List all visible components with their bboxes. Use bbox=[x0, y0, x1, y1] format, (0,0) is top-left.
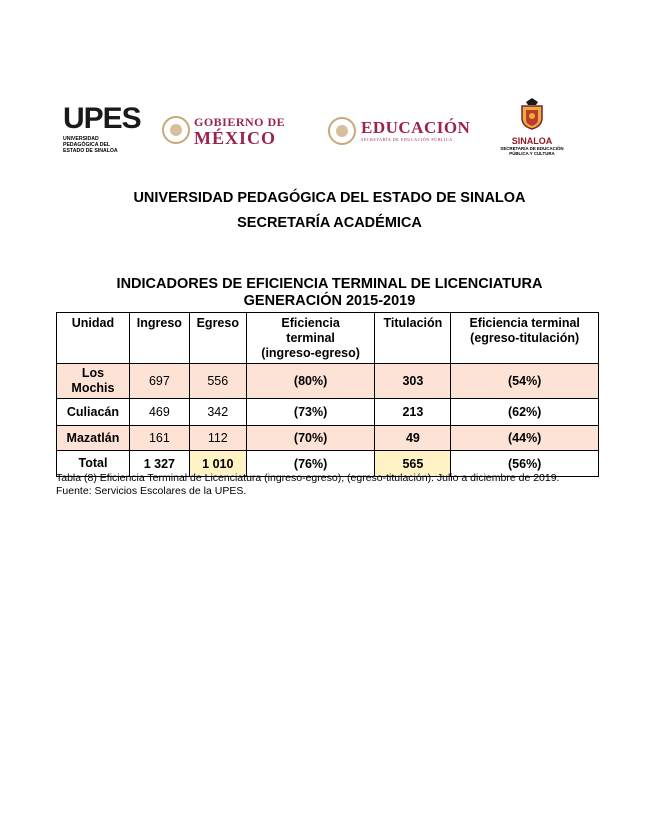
table-subtitle-line: GENERACIÓN 2015-2019 bbox=[243, 293, 416, 309]
cell-titulacion: 303 bbox=[375, 364, 451, 399]
header-line: Eficiencia terminal bbox=[469, 316, 580, 330]
educacion-wordmark bbox=[361, 119, 470, 143]
cell-titulacion: 49 bbox=[375, 426, 451, 451]
upes-logo-mark bbox=[63, 98, 141, 135]
upes-logo bbox=[63, 98, 141, 160]
gobierno-mexico-logo bbox=[162, 110, 297, 150]
cell-egreso: 112 bbox=[189, 426, 246, 451]
university-title: UNIVERSIDAD PEDAGÓGICA DEL ESTADO DE SINALOA bbox=[133, 190, 526, 206]
cell-unidad: Total bbox=[57, 451, 130, 477]
gobierno-line: MÉXICO bbox=[194, 128, 276, 148]
header-line: (egreso-titulación) bbox=[470, 331, 580, 345]
table-title bbox=[0, 276, 659, 310]
table-caption: Tabla (8) Eficiencia Terminal de Licenciatura (ingreso-egreso), (egreso-titulación). Julio a diciembre de 2019. bbox=[56, 472, 560, 484]
national-seal-icon bbox=[162, 116, 190, 144]
header-egreso: Egreso bbox=[189, 313, 246, 364]
upes-logo-letters: UPES bbox=[63, 102, 141, 135]
upes-logo-line: ESTADO DE SINALOA bbox=[63, 148, 118, 154]
sinaloa-subline: PÚBLICA Y CULTURA bbox=[509, 151, 555, 156]
cell-ingreso: 1 327 bbox=[129, 451, 189, 477]
unidad-line: Mochis bbox=[71, 381, 115, 395]
header-eficiencia-titulacion bbox=[451, 313, 599, 364]
table-notes bbox=[56, 472, 559, 498]
cell-eficiencia: (80%) bbox=[246, 364, 375, 399]
header-line: (ingreso-egreso) bbox=[261, 346, 360, 360]
logo-bar bbox=[0, 96, 659, 162]
cell-unidad: Mazatlán bbox=[57, 426, 130, 451]
educacion-line: EDUCACIÓN bbox=[361, 118, 471, 137]
cell-eficiencia: (73%) bbox=[246, 399, 375, 426]
cell-ingreso: 469 bbox=[129, 399, 189, 426]
gobierno-line: GOBIERNO DE bbox=[194, 115, 286, 129]
table-row bbox=[57, 399, 599, 426]
sinaloa-name: SINALOA bbox=[511, 136, 553, 146]
table-header-row bbox=[57, 313, 599, 364]
unidad-line: Los bbox=[81, 366, 105, 380]
cell-unidad: Culiacán bbox=[57, 399, 130, 426]
sinaloa-logo bbox=[494, 96, 570, 162]
sinaloa-shield-icon bbox=[516, 96, 548, 130]
efficiency-table bbox=[56, 312, 599, 477]
cell-eficiencia-titulacion: (54%) bbox=[451, 364, 599, 399]
educacion-subline: SECRETARÍA DE EDUCACIÓN PÚBLICA bbox=[361, 137, 453, 142]
upes-logo-line: UNIVERSIDAD bbox=[63, 136, 99, 142]
cell-ingreso: 697 bbox=[129, 364, 189, 399]
cell-eficiencia-titulacion: (56%) bbox=[451, 451, 599, 477]
cell-eficiencia-titulacion: (44%) bbox=[451, 426, 599, 451]
national-seal-icon bbox=[328, 117, 356, 145]
upes-logo-line: PEDAGÓGICA DEL bbox=[63, 142, 111, 148]
header-unidad: Unidad bbox=[57, 313, 130, 364]
cell-eficiencia: (76%) bbox=[246, 451, 375, 477]
cell-egreso: 556 bbox=[189, 364, 246, 399]
header-ingreso: Ingreso bbox=[129, 313, 189, 364]
header-titulacion: Titulación bbox=[375, 313, 451, 364]
table-row bbox=[57, 364, 599, 399]
header-eficiencia-terminal bbox=[246, 313, 375, 364]
table-title-line: INDICADORES DE EFICIENCIA TERMINAL DE LICENCIATURA bbox=[116, 276, 543, 292]
header-line: terminal bbox=[286, 331, 335, 345]
cell-eficiencia-titulacion: (62%) bbox=[451, 399, 599, 426]
cell-egreso: 1 010 bbox=[189, 451, 246, 477]
cell-titulacion: 213 bbox=[375, 399, 451, 426]
cell-eficiencia: (70%) bbox=[246, 426, 375, 451]
header-line: Eficiencia bbox=[281, 316, 340, 330]
gobierno-wordmark bbox=[194, 114, 285, 146]
upes-logo-text bbox=[63, 136, 131, 154]
table-row bbox=[57, 426, 599, 451]
table-source: Fuente: Servicios Escolares de la UPES. bbox=[56, 485, 247, 497]
sinaloa-subline: SECRETARÍA DE EDUCACIÓN bbox=[500, 146, 564, 151]
cell-ingreso: 161 bbox=[129, 426, 189, 451]
cell-egreso: 342 bbox=[189, 399, 246, 426]
cell-titulacion: 565 bbox=[375, 451, 451, 477]
educacion-logo bbox=[328, 114, 478, 148]
academic-office-title: SECRETARÍA ACADÉMICA bbox=[237, 215, 422, 231]
cell-unidad bbox=[57, 364, 130, 399]
